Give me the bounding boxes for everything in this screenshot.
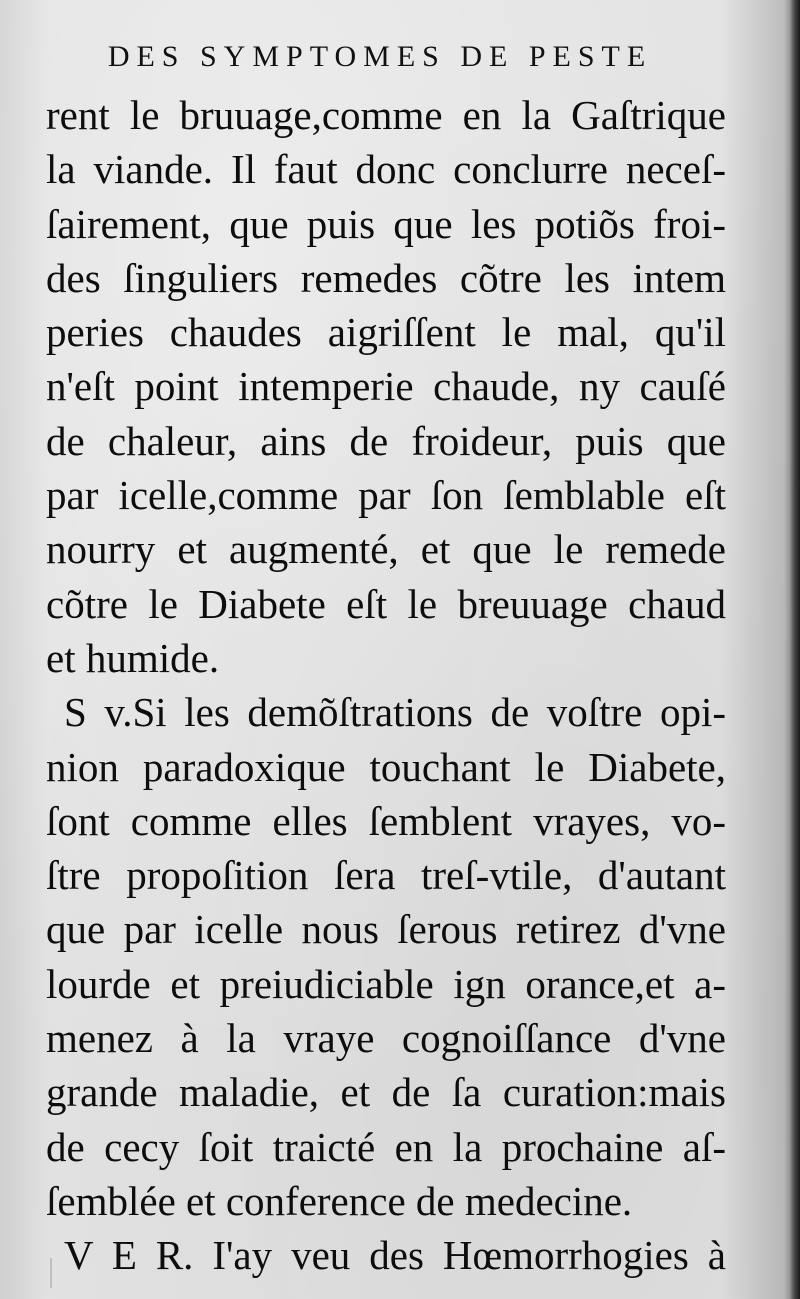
text-line: n'eſt point intemperie chaude, ny cauſé — [46, 363, 726, 410]
text-line: ſemblée et conference de medecine. — [46, 1177, 633, 1224]
text-line: et humide. — [46, 634, 220, 681]
text-line: nion paradoxique touchant le Diabete, — [46, 743, 726, 790]
text-line: ſont comme elles ſemblent vrayes, vo- — [46, 797, 726, 844]
margin-mark — [50, 1258, 52, 1288]
running-head: DES SYMPTOMES DE PESTE — [107, 40, 653, 73]
text-line: nourry et augmenté, et que le remede — [46, 526, 726, 573]
text-line: des ſinguliers remedes cõtre les intem — [46, 254, 726, 301]
body-text — [46, 88, 726, 1283]
text-line: peries chaudes aigriſſent le mal, qu'il — [46, 309, 726, 356]
text-line: par icelle,comme par ſon ſemblable eſt — [46, 472, 726, 519]
speaker-line: V E R. I'ay veu des Hœmorrhogies à — [64, 1232, 726, 1279]
text-line: cõtre le Diabete eſt le breuuage chaud — [46, 580, 726, 627]
text-line: la viande. Il faut donc conclurre neceſ- — [46, 146, 726, 193]
text-line: que par icelle nous ſerous retirez d'vne — [46, 906, 726, 953]
text-line: de chaleur, ains de froideur, puis que — [46, 417, 726, 464]
text-line: rent le bruuage,comme en la Gaſtrique — [46, 92, 726, 138]
text-line: lourde et preiudiciable ign orance,et a- — [46, 960, 726, 1007]
text-line: de cecy ſoit traicté en la prochaine aſ- — [46, 1123, 726, 1170]
text-line: ſtre propoſition ſera treſ-vtile, d'autant — [46, 852, 726, 899]
speaker-line: S v.Si les demõſtrations de voſtre opi- — [64, 689, 726, 736]
text-line: menez à la vraye cognoiſſance d'vne — [46, 1015, 726, 1062]
text-line: grande maladie, et de ſa curation:mais — [46, 1069, 726, 1116]
page-edge-shadow — [790, 0, 800, 1299]
text-line: ſairement, que puis que les potiõs froi- — [46, 200, 726, 247]
